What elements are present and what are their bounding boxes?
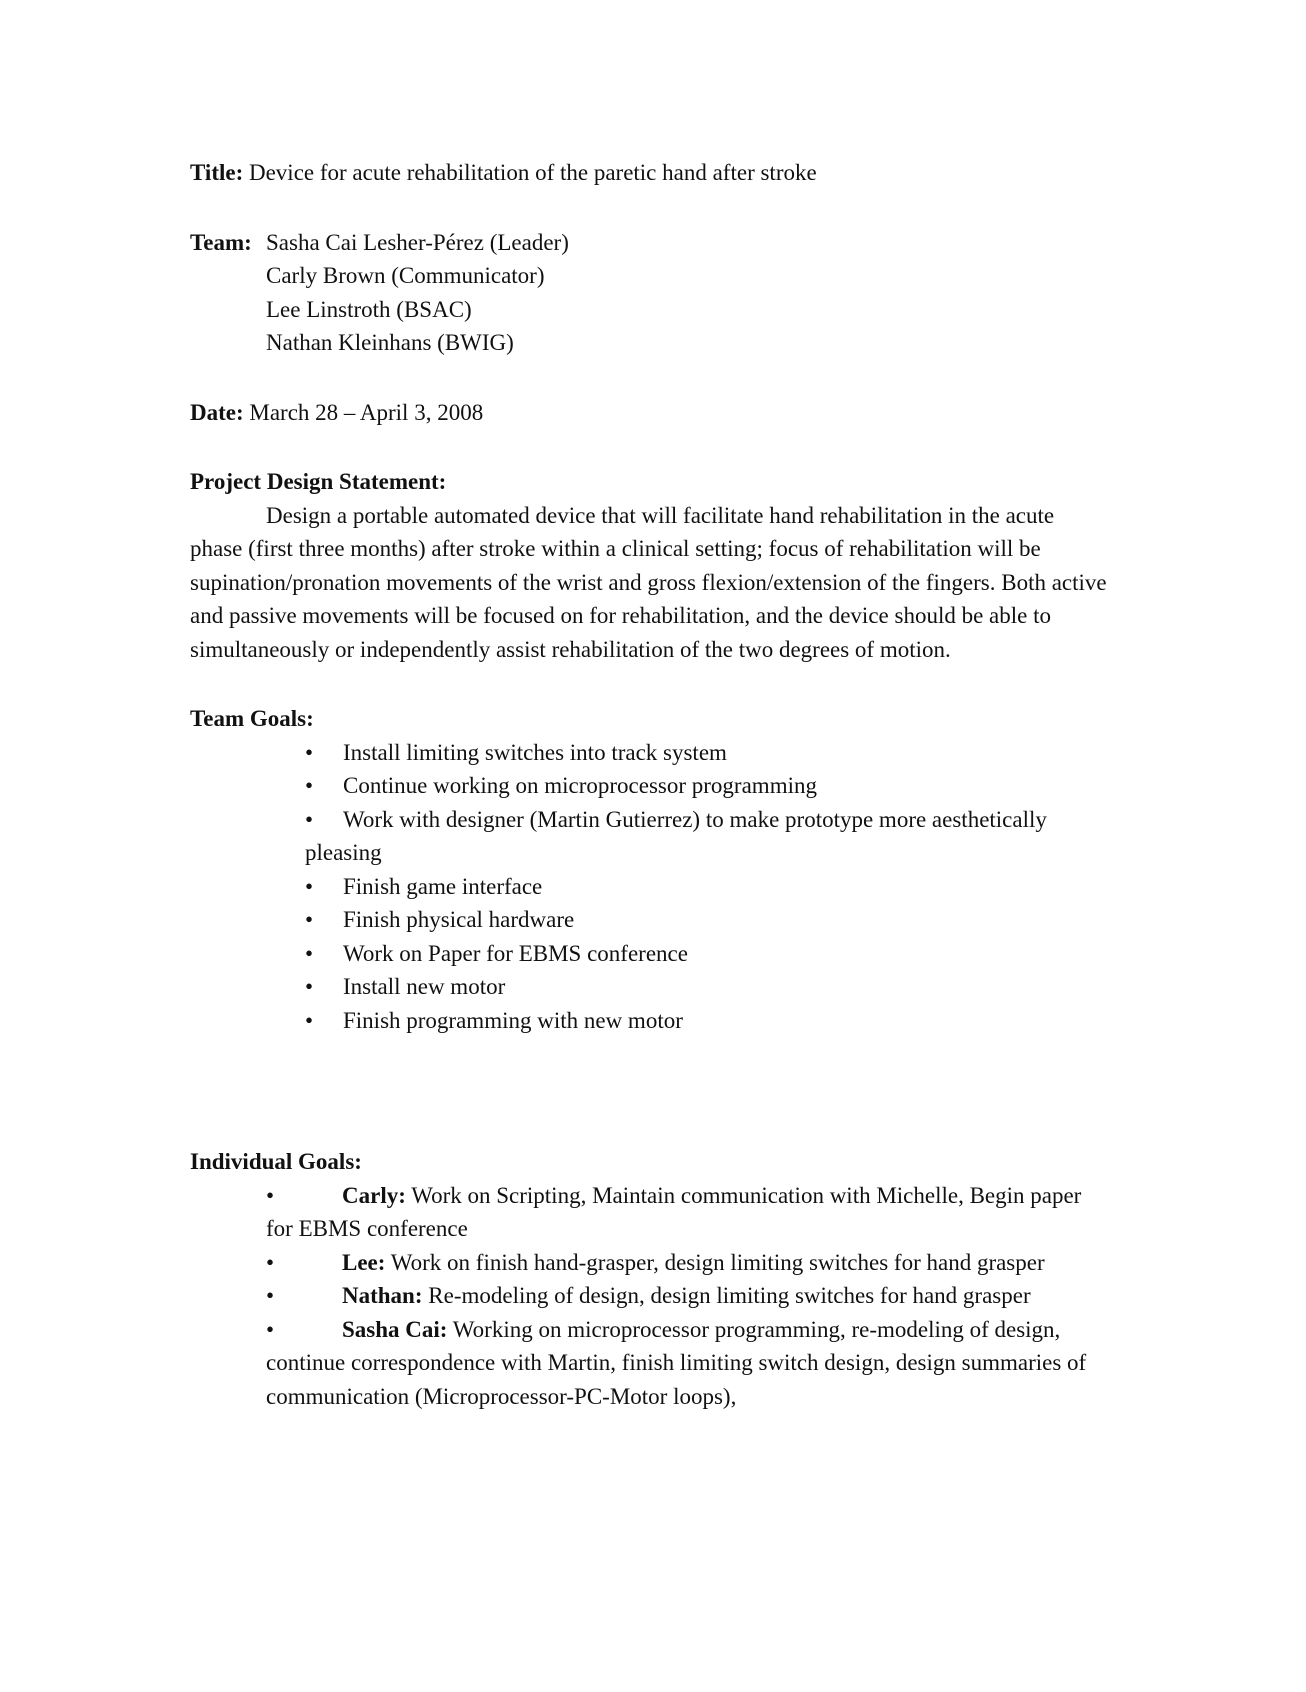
team-member: Sasha Cai Lesher-Pérez (Leader) [266, 229, 569, 255]
goal-owner-text: Work on Scripting, Maintain communication with Michelle, Begin paper for EBMS conference [266, 1182, 1082, 1241]
bullet-icon: • [305, 940, 314, 966]
list-item [305, 970, 1110, 1004]
date-label: Date: [190, 399, 244, 425]
bullet-icon: • [305, 873, 314, 899]
bullet-icon: • [266, 1182, 275, 1208]
list-item [305, 1004, 1110, 1038]
list-item [266, 1179, 1110, 1246]
project-design-statement-label: Project Design Statement: [190, 469, 447, 494]
goal-owner-text: Working on microprocessor programming, re-modeling of design, continue correspondence with Martin, finish limiting switch design, design summaries of communication (Microprocessor-PC-Motor loops), [266, 1316, 1087, 1409]
list-item [305, 937, 1110, 971]
team-member: Nathan Kleinhans (BWIG) [266, 330, 514, 355]
bullet-icon: • [305, 739, 314, 765]
bullet-icon: • [266, 1316, 275, 1342]
title-section [190, 156, 1110, 190]
list-item [305, 803, 1110, 870]
goal-owner-name: Carly: [342, 1182, 406, 1208]
team-member: Lee Linstroth (BSAC) [266, 296, 472, 322]
title-label: Title: [190, 160, 244, 185]
goal-owner-text: Re-modeling of design, design limiting switches for hand grasper [428, 1283, 1031, 1308]
individual-goals-label: Individual Goals: [190, 1149, 362, 1174]
bullet-icon: • [305, 773, 314, 798]
list-item [305, 736, 1110, 770]
list-item [266, 1313, 1110, 1414]
team-goals-list [190, 736, 1110, 1038]
project-design-statement-section [190, 465, 1110, 666]
goal-owner-name: Lee: [342, 1249, 386, 1275]
list-item [305, 903, 1110, 937]
list-item-text: Install limiting switches into track system [343, 739, 727, 765]
bullet-icon: • [305, 1007, 314, 1033]
bullet-icon: • [266, 1249, 275, 1275]
team-goals-label: Team Goals: [190, 706, 314, 731]
team-members [266, 226, 569, 360]
list-item-text: Finish game interface [343, 873, 543, 899]
list-item [305, 769, 1110, 803]
list-item-text: Install new motor [343, 974, 506, 999]
team-label: Team: [190, 229, 252, 255]
date-section [190, 396, 1110, 430]
individual-goals-section [190, 1145, 1110, 1413]
bullet-icon: • [305, 806, 314, 832]
individual-goals-list [190, 1179, 1110, 1414]
project-design-statement-text: Design a portable automated device that will facilitate hand rehabilitation in the acute phase (first three months) after stroke within a clinical setting; focus of rehabilitation will be supination/pronation movements of the wrist and gross flexion/extension of the fingers. Both active and passive movements will be focused on for rehabilitation, and the device should be able to simultaneously or independently assist rehabilitation of the two degrees of motion. [190, 502, 1107, 662]
list-item [266, 1246, 1110, 1280]
team-goals-section [190, 702, 1110, 1037]
goal-owner-name: Nathan: [342, 1283, 423, 1308]
bullet-icon: • [266, 1283, 275, 1308]
list-item-text: Continue working on microprocessor programming [343, 773, 817, 798]
list-item-text: Finish programming with new motor [343, 1007, 683, 1033]
document-page [190, 156, 1110, 1413]
goal-owner-name: Sasha Cai: [342, 1316, 448, 1342]
list-item-text: Work with designer (Martin Gutierrez) to make prototype more aesthetically pleasing [305, 806, 1047, 865]
team-member: Carly Brown (Communicator) [266, 263, 545, 288]
date-value: March 28 – April 3, 2008 [249, 399, 484, 425]
list-item [266, 1279, 1110, 1313]
bullet-icon: • [305, 907, 314, 932]
list-item-text: Work on Paper for EBMS conference [343, 940, 688, 966]
list-item-text: Finish physical hardware [343, 907, 575, 932]
team-section [190, 226, 1110, 360]
bullet-icon: • [305, 974, 314, 999]
title-value: Device for acute rehabilitation of the paretic hand after stroke [248, 160, 817, 185]
goal-owner-text: Work on finish hand-grasper, design limiting switches for hand grasper [390, 1249, 1045, 1275]
list-item [305, 870, 1110, 904]
